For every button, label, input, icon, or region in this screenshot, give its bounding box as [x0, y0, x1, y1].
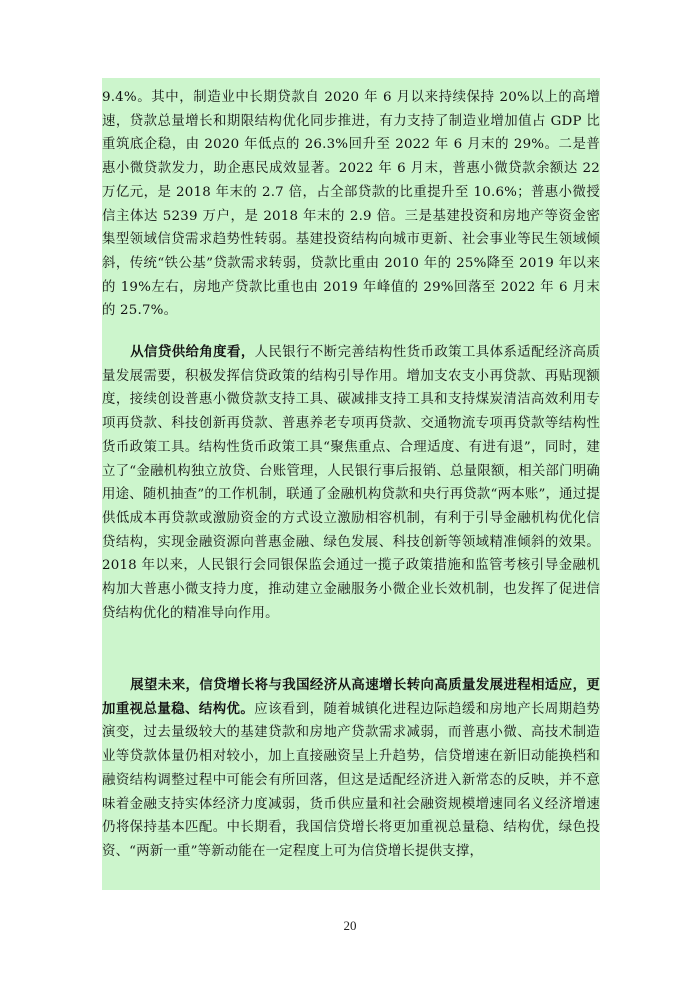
- paragraph-1: [102, 86, 600, 323]
- highlighted-text-block: [102, 78, 600, 890]
- paragraph-3-text: 应该看到，随着城镇化进程边际趋缓和房地产长周期趋势演变，过去量级较大的基建贷款和房地产贷款需求减弱，而普惠小微、高技术制造业等贷款体量仍相对较小，加上直接融资呈上升趋势，信贷增速在新旧动能换档和融资结构调整过程中可能会有所回落，但这是适配经济进入新常态的反映，并不意味着金融支持实体经济力度减弱，货币供应量和社会融资规模增速同名义经济增速仍将保持基本匹配。中长期看，我国信贷增长将更加重视总量稳、结构优，绿色投资、“两新一重”等新动能在一定程度上可为信贷增长提供支撑，: [102, 701, 601, 859]
- paragraph-2-text: 人民银行不断完善结构性货币政策工具体系适配经济高质量发展需要，积极发挥信贷政策的结构引导作用。增加支农支小再贷款、再贴现额度，接续创设普惠小微贷款支持工具、碳减排支持工具和支持煤炭清洁高效利用专项再贷款、科技创新再贷款、普惠养老专项再贷款、交通物流专项再贷款等结构性货币政策工具。结构性货币政策工具“聚焦重点、合理适度、有进有退”，同时，建立了“金融机构独立放贷、台账管理，人民银行事后报销、总量限额，相关部门明确用途、随机抽查”的工作机制，联通了金融机构贷款和央行再贷款“两本账”，通过提供低成本再贷款或激励资金的方式设立激励相容机制，有利于引导金融机构优化信贷结构，实现金融资源向普惠金融、绿色发展、科技创新等领域精准倾斜的效果。2018 年以来，人民银行会同银保监会通过一揽子政策措施和监管考核引导金融机构加大普惠小微支持力度，推动建立金融服务小微企业长效机制，也发挥了促进信贷结构优化的精准导向作用。: [102, 345, 600, 621]
- paragraph-1-text: 9.4%。其中，制造业中长期贷款自 2020 年 6 月以来持续保持 20%以上的高增速，贷款总量增长和期限结构优化同步推进，有力支持了制造业增加值占 GDP 比重筑底企稳，由 2020 年低点的 26.3%回升至 2022 年 6 月末的 29%。二是普惠小微贷款发力，助企惠民成效显著。2022 年 6 月末，普惠小微贷款余额达 22 万亿元，是 2018 年末的 2.7 倍，占全部贷款的比重提升至 10.6%；普惠小微授信主体达 5239 万户，是 2018 年末的 2.9 倍。三是基建投资和房地产等资金密集型领域信贷需求趋势性转弱。基建投资结构向城市更新、社会事业等民生领域倾斜，传统“铁公基”贷款需求转弱，贷款比重由 2010 年的 25%降至 2019 年以来的 19%左右，房地产贷款比重也由 2019 年峰值的 29%回落至 2022 年 6 月末的 25.7%。: [102, 90, 600, 319]
- paragraph-2: [102, 341, 600, 625]
- page-number: 20: [343, 918, 357, 933]
- paragraph-3-lead: 展望未来，信贷增长将与我国经济从高速增长转向高质量发展进程相适应，更加重视总量稳、结构优。: [102, 677, 600, 717]
- paragraph-2-lead: 从信贷供给角度看，: [130, 344, 255, 360]
- paragraph-3: [102, 674, 600, 864]
